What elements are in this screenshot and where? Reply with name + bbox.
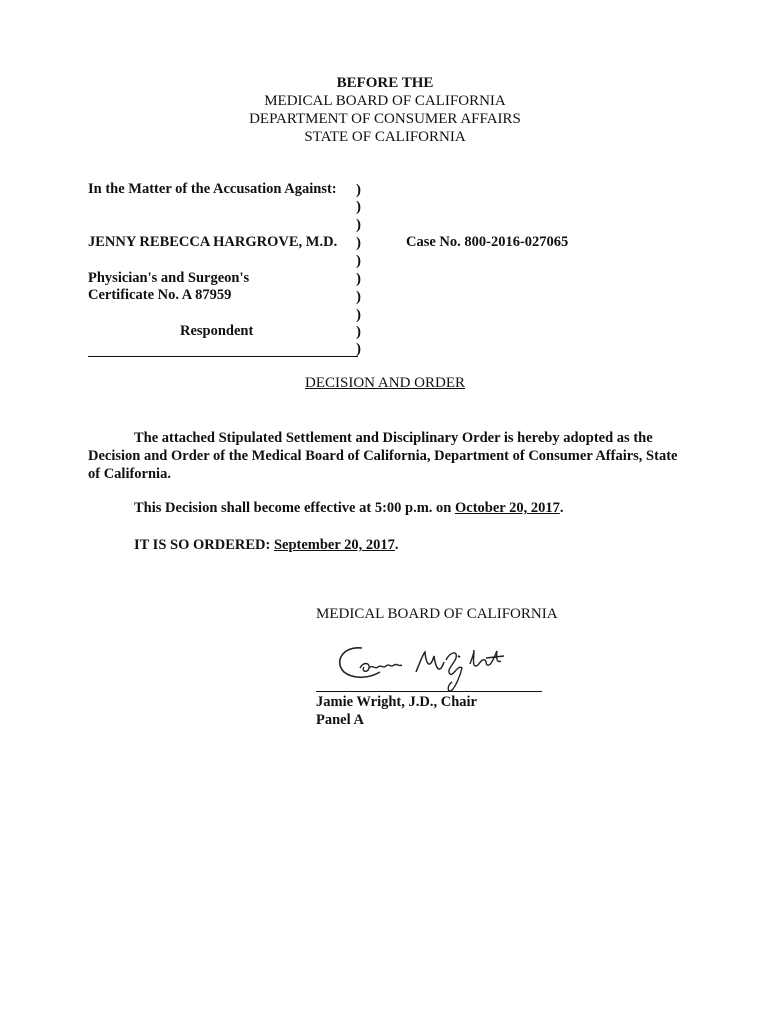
- caption-paren: ): [356, 217, 361, 233]
- header-line-2: MEDICAL BOARD OF CALIFORNIA: [264, 93, 506, 109]
- document-title: DECISION AND ORDER: [304, 375, 465, 391]
- caption-paren: ): [356, 289, 361, 305]
- effective-suffix: .: [559, 500, 564, 516]
- panel-label: Panel A: [316, 712, 364, 728]
- ordered-line: [134, 537, 399, 554]
- caption-paren: ): [356, 324, 361, 340]
- header-line-4: STATE OF CALIFORNIA: [304, 129, 466, 145]
- caption-paren: ): [356, 235, 361, 251]
- ordered-suffix: .: [394, 537, 399, 553]
- caption-paren: ): [356, 271, 361, 287]
- matter-label: In the Matter of the Accusation Against:: [88, 181, 337, 197]
- body-paragraph: The attached Stipulated Settlement and Disciplinary Order is hereby adopted as the Decision and Order of the Medical Board of California, Department of Consumer Affairs, State of California.: [88, 430, 678, 482]
- effective-line: [134, 500, 563, 517]
- header-line-3: DEPARTMENT OF CONSUMER AFFAIRS: [249, 111, 521, 127]
- caption-rule: [88, 356, 358, 357]
- effective-date: October 20, 2017: [454, 500, 560, 516]
- caption-paren: ): [356, 199, 361, 215]
- caption-paren: ): [356, 307, 361, 323]
- certificate-line-2: Certificate No. A 87959: [88, 287, 232, 303]
- board-name: MEDICAL BOARD OF CALIFORNIA: [316, 606, 558, 622]
- header-line-1: BEFORE THE: [336, 75, 434, 91]
- caption-paren: ): [356, 341, 361, 357]
- certificate-line-1: Physician's and Surgeon's: [88, 270, 250, 286]
- caption-paren: ): [356, 182, 361, 198]
- handwritten-signature: [330, 634, 530, 694]
- signer-name: Jamie Wright, J.D., Chair: [316, 694, 477, 710]
- respondent-label: Respondent: [180, 323, 254, 339]
- case-number: Case No. 800-2016-027065: [406, 234, 569, 250]
- ordered-prefix: IT IS SO ORDERED:: [134, 537, 274, 553]
- ordered-date: September 20, 2017: [273, 537, 395, 553]
- signature-line: [316, 691, 542, 692]
- caption-paren: ): [356, 253, 361, 269]
- respondent-name: JENNY REBECCA HARGROVE, M.D.: [88, 234, 338, 250]
- effective-prefix: This Decision shall become effective at 5:00 p.m. on: [134, 500, 455, 516]
